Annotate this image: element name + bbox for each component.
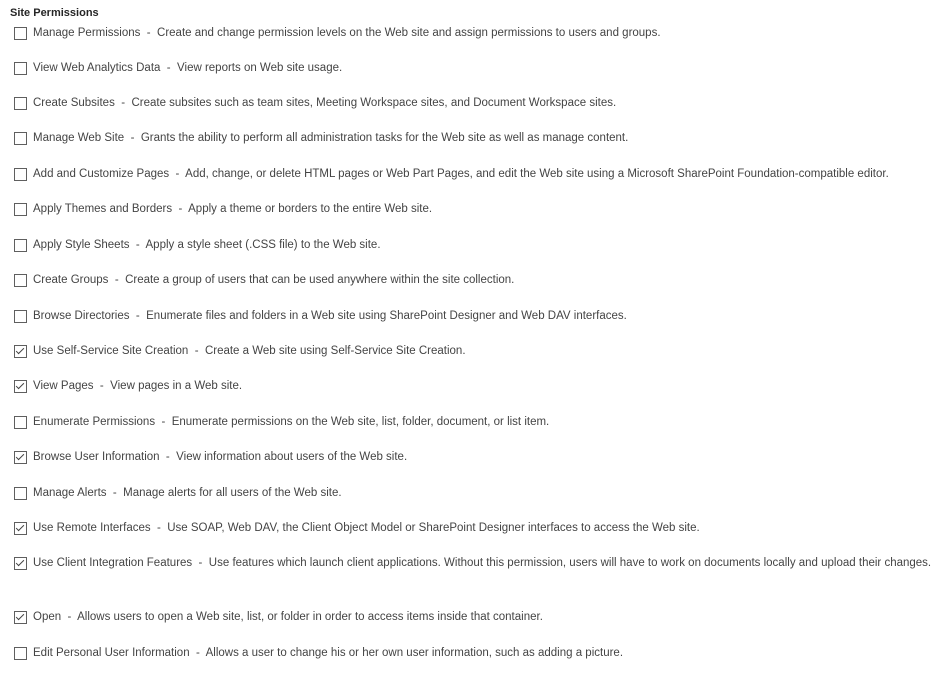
permission-row xyxy=(14,165,944,184)
permission-description: View pages in a Web site. xyxy=(110,380,243,392)
permission-separator: - xyxy=(129,310,147,322)
permission-row xyxy=(14,554,944,573)
permission-text xyxy=(33,129,944,148)
permission-row xyxy=(14,307,944,326)
permission-description: Manage alerts for all users of the Web site. xyxy=(123,487,342,499)
permission-description: View reports on Web site usage. xyxy=(177,62,343,74)
permission-description: Apply a theme or borders to the entire Web site. xyxy=(188,203,433,215)
permission-name: Open xyxy=(33,611,62,623)
permission-row xyxy=(14,24,944,43)
permission-checkbox[interactable] xyxy=(14,380,27,393)
permission-text xyxy=(33,59,944,78)
permission-separator: - xyxy=(106,487,124,499)
permission-row xyxy=(14,94,944,113)
permission-checkbox[interactable] xyxy=(14,168,27,181)
permission-name: View Pages xyxy=(33,380,94,392)
permission-text xyxy=(33,377,944,396)
permission-description: Create and change permission levels on the Web site and assign permissions to users and groups. xyxy=(157,27,661,39)
permission-separator: - xyxy=(140,27,158,39)
permission-separator: - xyxy=(155,416,172,428)
permission-checkbox[interactable] xyxy=(14,522,27,535)
permission-row xyxy=(14,129,944,148)
permission-checkbox[interactable] xyxy=(14,416,27,429)
permission-name: Apply Themes and Borders xyxy=(33,203,173,215)
permission-row xyxy=(14,377,944,396)
permission-row xyxy=(14,519,944,538)
permission-checkbox[interactable] xyxy=(14,310,27,323)
permission-text xyxy=(33,519,944,538)
permission-description: Create a Web site using Self-Service Site Creation. xyxy=(204,345,466,357)
permission-text xyxy=(33,200,944,219)
permission-row xyxy=(14,271,944,290)
permission-text xyxy=(33,342,944,361)
permission-text xyxy=(33,24,944,43)
permission-separator: - xyxy=(159,451,177,463)
permission-row xyxy=(14,236,944,255)
permission-description: Grants the ability to perform all administration tasks for the Web site as well as manage content. xyxy=(140,132,629,144)
permission-separator: - xyxy=(188,345,205,357)
permission-name: Manage Alerts xyxy=(33,487,107,499)
permission-name: Browse User Information xyxy=(33,451,160,463)
permission-checkbox[interactable] xyxy=(14,647,27,660)
permission-name: Use Client Integration Features xyxy=(33,557,193,569)
permission-separator: - xyxy=(189,647,206,659)
permission-name: Use Self-Service Site Creation xyxy=(33,345,189,357)
permission-checkbox[interactable] xyxy=(14,345,27,358)
permission-row xyxy=(14,342,944,361)
permission-name: Manage Permissions xyxy=(33,27,141,39)
permission-checkbox[interactable] xyxy=(14,239,27,252)
permission-description: View information about users of the Web site. xyxy=(176,451,408,463)
permission-separator: - xyxy=(93,380,111,392)
permission-name: Browse Directories xyxy=(33,310,130,322)
permission-description: Enumerate files and folders in a Web site using SharePoint Designer and Web DAV interfaces. xyxy=(146,310,627,322)
permission-text xyxy=(33,484,944,503)
permission-separator: - xyxy=(114,97,132,109)
permission-row xyxy=(14,448,944,467)
permission-description: Add, change, or delete HTML pages or Web Part Pages, and edit the Web site using a Microsoft SharePoint Foundation-compatible editor. xyxy=(185,168,889,180)
permission-name: Manage Web Site xyxy=(33,132,125,144)
permission-text xyxy=(33,271,944,290)
permission-separator: - xyxy=(150,522,168,534)
permission-checkbox[interactable] xyxy=(14,274,27,287)
permission-separator: - xyxy=(61,611,78,623)
permission-row xyxy=(14,608,944,627)
permission-description: Enumerate permissions on the Web site, list, folder, document, or list item. xyxy=(171,416,550,428)
permission-text xyxy=(33,608,944,627)
permission-text xyxy=(33,94,944,113)
permission-checkbox[interactable] xyxy=(14,451,27,464)
permission-text xyxy=(33,307,944,326)
permission-separator: - xyxy=(160,62,178,74)
permission-checkbox[interactable] xyxy=(14,557,27,570)
permission-separator: - xyxy=(172,203,189,215)
section-title: Site Permissions xyxy=(10,7,99,19)
permission-name: Use Remote Interfaces xyxy=(33,522,151,534)
permission-description: Create subsites such as team sites, Meeting Workspace sites, and Document Workspace sites. xyxy=(131,97,617,109)
permission-text xyxy=(33,236,944,255)
permission-checkbox[interactable] xyxy=(14,203,27,216)
permission-description: Allows a user to change his or her own user information, such as adding a picture. xyxy=(205,647,624,659)
permission-name: Edit Personal User Information xyxy=(33,647,190,659)
permission-name: Enumerate Permissions xyxy=(33,416,156,428)
permission-name: Add and Customize Pages xyxy=(33,168,170,180)
permission-description: Allows users to open a Web site, list, or folder in order to access items inside that container. xyxy=(77,611,543,623)
permission-text xyxy=(33,165,944,184)
permission-checkbox[interactable] xyxy=(14,132,27,145)
permission-row xyxy=(14,200,944,219)
permission-separator: - xyxy=(124,132,141,144)
permission-checkbox[interactable] xyxy=(14,611,27,624)
permission-text xyxy=(33,644,944,663)
permission-name: Create Subsites xyxy=(33,97,115,109)
permission-row xyxy=(14,484,944,503)
permission-description: Apply a style sheet (.CSS file) to the Web site. xyxy=(145,239,381,251)
permission-name: View Web Analytics Data xyxy=(33,62,161,74)
permission-name: Apply Style Sheets xyxy=(33,239,130,251)
permission-text xyxy=(33,413,944,432)
permission-text xyxy=(33,448,944,467)
permission-checkbox[interactable] xyxy=(14,97,27,110)
permission-checkbox[interactable] xyxy=(14,62,27,75)
permission-name: Create Groups xyxy=(33,274,109,286)
permission-row xyxy=(14,644,944,663)
permission-checkbox[interactable] xyxy=(14,27,27,40)
permission-text xyxy=(33,554,944,573)
permission-row xyxy=(14,59,944,78)
permission-separator: - xyxy=(129,239,146,251)
permission-description: Use features which launch client applications. Without this permission, users will have to work on documents locally and upload their changes. xyxy=(208,557,932,569)
permission-checkbox[interactable] xyxy=(14,487,27,500)
permission-row xyxy=(14,413,944,432)
permission-separator: - xyxy=(192,557,209,569)
permission-description: Use SOAP, Web DAV, the Client Object Model or SharePoint Designer interfaces to access the Web site. xyxy=(167,522,700,534)
permission-separator: - xyxy=(108,274,126,286)
permission-description: Create a group of users that can be used anywhere within the site collection. xyxy=(125,274,515,286)
permission-separator: - xyxy=(169,168,186,180)
